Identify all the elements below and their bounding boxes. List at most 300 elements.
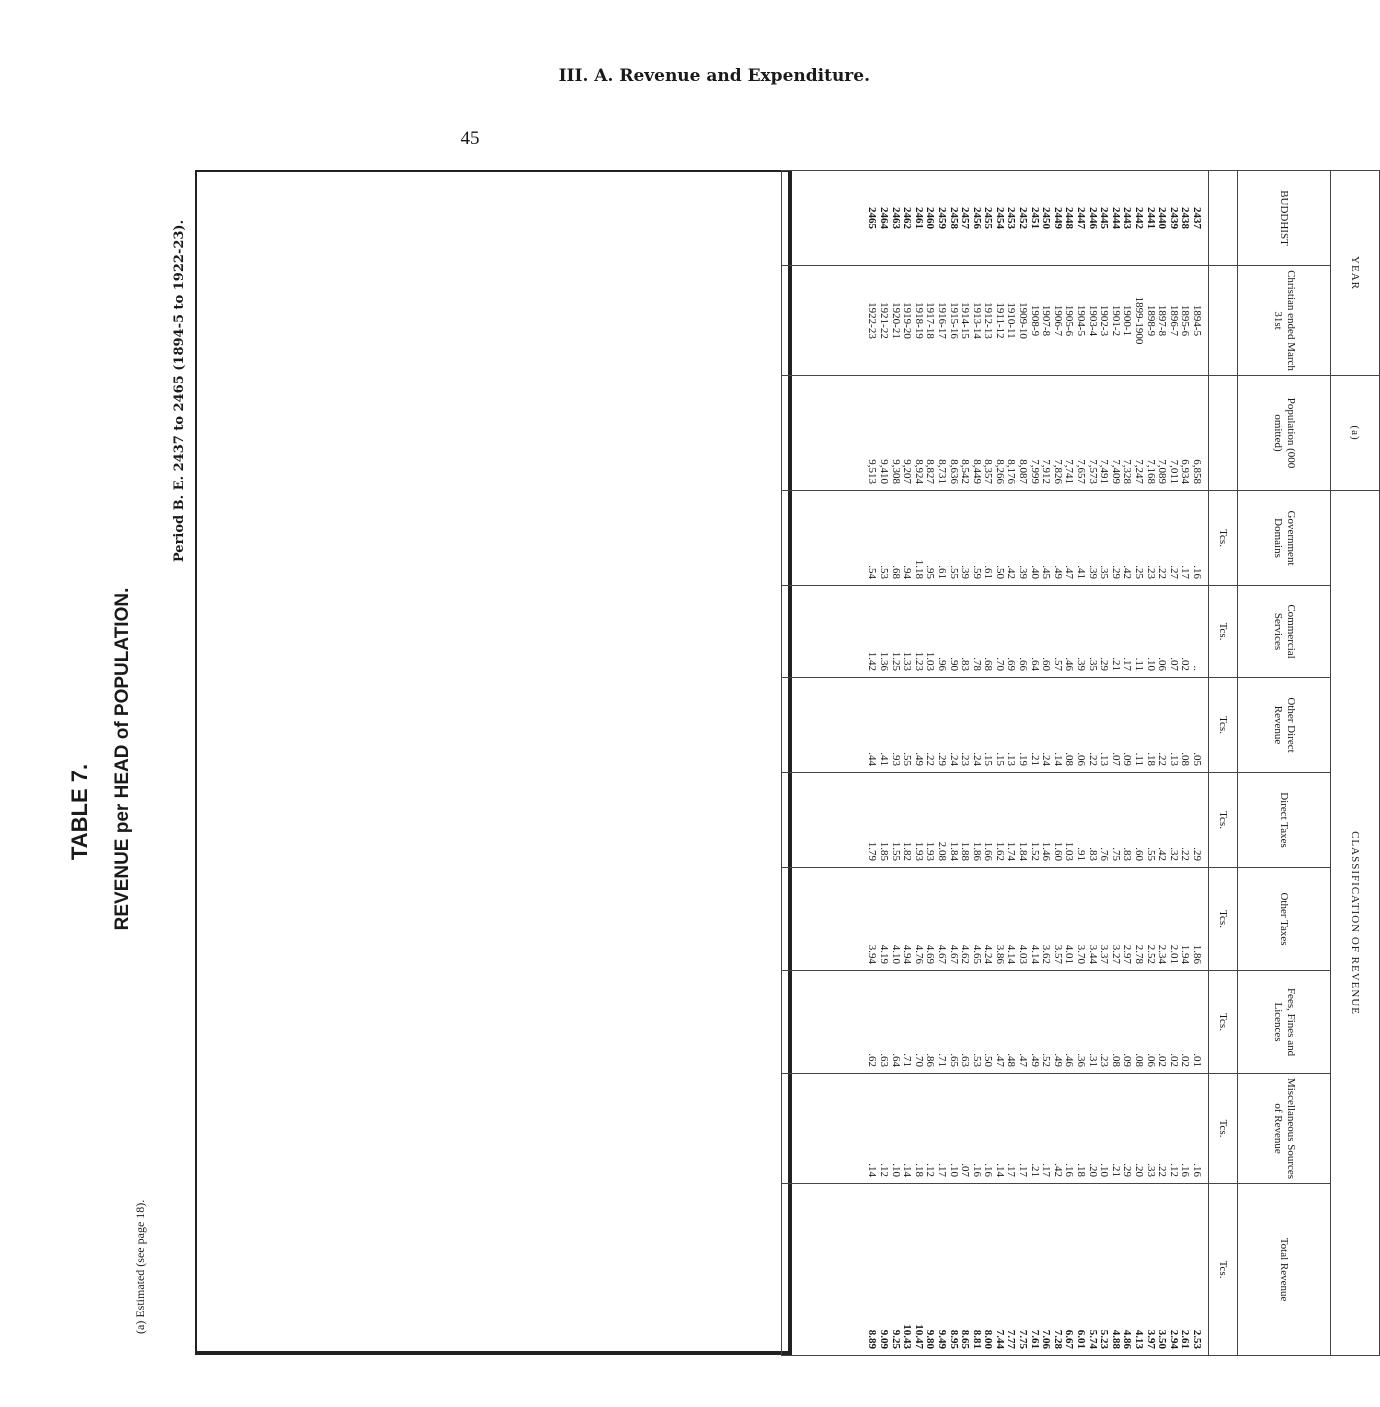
table-cell: .32 xyxy=(1167,847,1180,862)
table-cell: 2453 xyxy=(1005,207,1018,229)
table-cell: .22 xyxy=(1156,565,1169,580)
table-subtitle: REVENUE per HEAD of POPULATION. xyxy=(112,587,133,931)
table-cell: 2444 xyxy=(1109,207,1122,229)
table-cell: .39 xyxy=(959,565,972,580)
table-cell: 2451 xyxy=(1028,207,1041,229)
table-cell: .13 xyxy=(1005,752,1018,767)
col-header-commercial-services: Commercial Services xyxy=(1238,586,1331,678)
table-cell: 1915-16 xyxy=(947,302,960,339)
table-cell: 8,924 xyxy=(912,459,925,485)
table-cell: 8,176 xyxy=(1005,459,1018,485)
table-cell: 1.33 xyxy=(901,651,914,672)
table-cell: .10 xyxy=(1144,657,1157,672)
table-cell: 2441 xyxy=(1144,207,1157,229)
table-cell: 1.42 xyxy=(866,651,879,672)
table-cell: 7,247 xyxy=(1133,459,1146,485)
misc-sources-column xyxy=(782,1074,1209,1184)
table-cell: .52 xyxy=(1040,1053,1053,1068)
table-cell: 1.25 xyxy=(889,651,902,672)
table-cell: 2448 xyxy=(1063,207,1076,229)
table-cell: 3.97 xyxy=(1144,1329,1157,1350)
table-cell: 4.67 xyxy=(935,944,948,965)
table-cell: .62 xyxy=(866,1053,879,1068)
table-cell: 7,573 xyxy=(1086,459,1099,485)
table-cell: 1.03 xyxy=(924,651,937,672)
table-cell: 4.10 xyxy=(889,944,902,965)
other-taxes-column xyxy=(782,868,1209,971)
population-column xyxy=(782,376,1209,491)
table-cell: .63 xyxy=(959,1053,972,1068)
table-cell: .12 xyxy=(924,1163,937,1178)
table-cell: 1910-11 xyxy=(1005,302,1018,339)
table-cell: .42 xyxy=(1156,847,1169,862)
table-cell: 8,636 xyxy=(947,459,960,485)
table-cell: 8,542 xyxy=(959,459,972,485)
table-cell: .60 xyxy=(1040,657,1053,672)
table-cell: 2437 xyxy=(1191,207,1203,229)
table-cell: 1.94 xyxy=(1179,944,1192,965)
table-cell: .78 xyxy=(970,657,983,672)
table-cell: .24 xyxy=(947,752,960,767)
table-cell: 3.37 xyxy=(1098,944,1111,965)
table-cell: 2447 xyxy=(1075,207,1088,229)
table-cell: 1914-15 xyxy=(959,302,972,339)
table-cell: 1922-23 xyxy=(866,302,879,339)
table-cell: .14 xyxy=(1051,752,1064,767)
table-cell: 6.67 xyxy=(1063,1329,1076,1350)
table-cell: 1.79 xyxy=(866,841,879,862)
table-cell: 2.78 xyxy=(1133,944,1146,965)
section-header: III. A. Revenue and Expenditure. xyxy=(558,66,870,86)
table-container xyxy=(195,170,1362,1355)
table-cell: .17 xyxy=(1005,1163,1018,1178)
table-cell: .44 xyxy=(866,752,879,767)
table-cell: 7,409 xyxy=(1109,459,1122,485)
table-cell: .02 xyxy=(1167,1053,1180,1068)
table-cell: .. xyxy=(1191,665,1203,672)
table-cell: 7,741 xyxy=(1063,459,1076,485)
table-cell: .23 xyxy=(959,752,972,767)
table-cell: 8.65 xyxy=(959,1329,972,1350)
unit-label: Tcs. xyxy=(1209,678,1238,773)
table-cell: .39 xyxy=(1017,565,1030,580)
table-cell: 4.94 xyxy=(901,944,914,965)
table-cell: 1921-22 xyxy=(877,302,890,339)
table-cell: .48 xyxy=(1005,1053,1018,1068)
table-cell: .63 xyxy=(877,1053,890,1068)
table-cell: .53 xyxy=(970,1053,983,1068)
table-cell: 1903-4 xyxy=(1086,304,1099,337)
table-cell: .64 xyxy=(889,1053,902,1068)
table-cell: 1919-20 xyxy=(901,302,914,339)
table-cell: .05 xyxy=(1191,752,1203,767)
table-cell: .94 xyxy=(901,565,914,580)
table-cell: .06 xyxy=(1144,1053,1157,1068)
table-cell: .42 xyxy=(1051,1163,1064,1178)
table-cell: .15 xyxy=(993,752,1006,767)
table-cell: .49 xyxy=(912,752,925,767)
revenue-table xyxy=(781,170,1380,1356)
table-cell: .16 xyxy=(982,1163,995,1178)
table-cell: .59 xyxy=(970,565,983,580)
table-cell: .41 xyxy=(877,752,890,767)
unit-cell-empty xyxy=(1209,376,1238,491)
table-cell: 2458 xyxy=(947,207,960,229)
year-group-header: YEAR xyxy=(1331,171,1380,376)
table-cell: 9.80 xyxy=(924,1329,937,1350)
footnote: (a) Estimated (see page 18). xyxy=(133,1199,147,1334)
table-cell: 1.36 xyxy=(877,651,890,672)
table-cell: 1900-1 xyxy=(1121,304,1134,337)
table-cell: 2.34 xyxy=(1156,944,1169,965)
table-cell: 4.24 xyxy=(982,944,995,965)
unit-cell-empty xyxy=(1209,171,1238,266)
table-cell: 1909-10 xyxy=(1017,302,1030,339)
table-cell: .83 xyxy=(1086,847,1099,862)
table-cell: 1.55 xyxy=(889,841,902,862)
table-cell: 8,449 xyxy=(970,459,983,485)
col-header-fees-fines-licences: Fees, Fines and Licences xyxy=(1238,971,1331,1074)
table-cell: .17 xyxy=(1179,565,1192,580)
table-cell: .12 xyxy=(1167,1163,1180,1178)
unit-label: Tcs. xyxy=(1209,868,1238,971)
table-cell: 1.84 xyxy=(1017,841,1030,862)
table-cell: 1.85 xyxy=(877,841,890,862)
table-cell: 1898-9 xyxy=(1144,304,1157,337)
table-cell: 2455 xyxy=(982,207,995,229)
direct-taxes-column xyxy=(782,773,1209,868)
table-cell: 2438 xyxy=(1179,207,1192,229)
table-cell: .07 xyxy=(1109,752,1122,767)
table-cell: 1916-17 xyxy=(935,302,948,339)
table-cell: .55 xyxy=(1144,847,1157,862)
table-cell: 2440 xyxy=(1156,207,1169,229)
buddhist-years-column xyxy=(782,171,1209,266)
table-cell: .16 xyxy=(970,1163,983,1178)
table-cell: .08 xyxy=(1179,752,1192,767)
col-header-total-revenue: Total Revenue xyxy=(1238,1184,1331,1356)
table-cell: 8.89 xyxy=(866,1329,879,1350)
table-cell: .33 xyxy=(1144,1163,1157,1178)
table-cell: .71 xyxy=(935,1053,948,1068)
table-cell: .47 xyxy=(1063,565,1076,580)
table-cell: 8,357 xyxy=(982,459,995,485)
table-cell: 9,207 xyxy=(901,459,914,485)
table-cell: .16 xyxy=(1179,1163,1192,1178)
table-cell: .22 xyxy=(1156,1163,1169,1178)
table-cell: .66 xyxy=(1017,657,1030,672)
unit-label: Tcs. xyxy=(1209,1074,1238,1184)
table-cell: .36 xyxy=(1075,1053,1088,1068)
table-cell: .10 xyxy=(947,1163,960,1178)
table-cell: 1.60 xyxy=(1051,841,1064,862)
table-cell: 2.94 xyxy=(1167,1329,1180,1350)
table-cell: .07 xyxy=(1167,657,1180,672)
other-direct-revenue-column xyxy=(782,678,1209,773)
table-cell: .12 xyxy=(877,1163,890,1178)
table-cell: 2460 xyxy=(924,207,937,229)
table-cell: .35 xyxy=(1086,657,1099,672)
table-cell: 1.46 xyxy=(1040,841,1053,862)
table-cell: 9.49 xyxy=(935,1329,948,1350)
table-cell: 2.08 xyxy=(935,841,948,862)
table-cell: .47 xyxy=(993,1053,1006,1068)
table-cell: .61 xyxy=(935,565,948,580)
table-cell: .75 xyxy=(1109,847,1122,862)
table-cell: 2464 xyxy=(877,207,890,229)
table-cell: .70 xyxy=(993,657,1006,672)
table-cell: 4.62 xyxy=(959,944,972,965)
table-cell: .86 xyxy=(924,1053,937,1068)
table-cell: .68 xyxy=(982,657,995,672)
table-cell: .18 xyxy=(1075,1163,1088,1178)
table-cell: 1.82 xyxy=(901,841,914,862)
col-header-other-direct-revenue: Other Direct Revenue xyxy=(1238,678,1331,773)
table-cell: 3.57 xyxy=(1051,944,1064,965)
table-cell: .25 xyxy=(1133,565,1146,580)
table-cell: 7,657 xyxy=(1075,459,1088,485)
table-cell: 1920-21 xyxy=(889,302,902,339)
christian-years-column xyxy=(782,266,1209,376)
table-cell: .91 xyxy=(1075,847,1088,862)
table-cell: 3.44 xyxy=(1086,944,1099,965)
table-cell: .14 xyxy=(993,1163,1006,1178)
table-cell: .29 xyxy=(1191,847,1203,862)
table-cell: .23 xyxy=(1098,1053,1111,1068)
table-cell: 1895-6 xyxy=(1179,304,1192,337)
table-cell: .08 xyxy=(1063,752,1076,767)
table-cell: .08 xyxy=(1109,1053,1122,1068)
table-cell: .71 xyxy=(901,1053,914,1068)
table-cell: 1918-19 xyxy=(912,302,925,339)
table-cell: 2446 xyxy=(1086,207,1099,229)
table-cell: .20 xyxy=(1086,1163,1099,1178)
table-cell: 1.62 xyxy=(993,841,1006,862)
table-cell: 4.19 xyxy=(877,944,890,965)
table-cell: 2459 xyxy=(935,207,948,229)
table-cell: 8,827 xyxy=(924,459,937,485)
table-cell: 2462 xyxy=(901,207,914,229)
table-cell: .19 xyxy=(1017,752,1030,767)
table-cell: .49 xyxy=(1051,565,1064,580)
table-cell: .17 xyxy=(1121,657,1134,672)
table-cell: 2450 xyxy=(1040,207,1053,229)
table-cell: .46 xyxy=(1063,1053,1076,1068)
table-cell: .49 xyxy=(1028,1053,1041,1068)
table-cell: .50 xyxy=(982,1053,995,1068)
table-cell: .14 xyxy=(866,1163,879,1178)
table-cell: .42 xyxy=(1121,565,1134,580)
table-cell: 5.74 xyxy=(1086,1329,1099,1350)
table-cell: 2449 xyxy=(1051,207,1064,229)
col-header-christian: Christian ended March 31st xyxy=(1238,266,1331,376)
table-cell: 2.97 xyxy=(1121,944,1134,965)
table-cell: 2454 xyxy=(993,207,1006,229)
table-cell: .29 xyxy=(1098,657,1111,672)
table-cell: .57 xyxy=(1051,657,1064,672)
table-cell: 4.88 xyxy=(1109,1329,1122,1350)
table-cell: 8,087 xyxy=(1017,459,1030,485)
col-header-buddhist: BUDDHIST xyxy=(1238,171,1331,266)
table-cell: 4.86 xyxy=(1121,1329,1134,1350)
table-cell: 5.23 xyxy=(1098,1329,1111,1350)
table-cell: .46 xyxy=(1063,657,1076,672)
table-cell: 8,731 xyxy=(935,459,948,485)
unit-label: Tcs. xyxy=(1209,773,1238,868)
table-cell: .22 xyxy=(1086,752,1099,767)
table-cell: 1.03 xyxy=(1063,841,1076,862)
table-cell: .40 xyxy=(1028,565,1041,580)
table-cell: 1.23 xyxy=(912,651,925,672)
table-cell: 4.65 xyxy=(970,944,983,965)
fees-fines-licences-column xyxy=(782,971,1209,1074)
table-cell: 2465 xyxy=(866,207,879,229)
table-cell: .47 xyxy=(1017,1053,1030,1068)
table-cell: .53 xyxy=(877,565,890,580)
table-cell: .24 xyxy=(1040,752,1053,767)
revenue-table-rotated xyxy=(781,170,1380,1355)
table-cell: 7,089 xyxy=(1156,459,1169,485)
table-cell: .11 xyxy=(1133,752,1146,767)
table-cell: .55 xyxy=(947,565,960,580)
table-cell: .09 xyxy=(1121,1053,1134,1068)
col-header-population: Population (000 omitted) xyxy=(1238,376,1331,491)
table-cell: .16 xyxy=(1191,1163,1203,1178)
table-cell: .27 xyxy=(1167,565,1180,580)
table-cell: .29 xyxy=(1109,565,1122,580)
table-cell: 1.52 xyxy=(1028,841,1041,862)
table-cell: .20 xyxy=(1133,1163,1146,1178)
table-cell: .69 xyxy=(1005,657,1018,672)
table-cell: .83 xyxy=(1121,847,1134,862)
table-cell: 7.28 xyxy=(1051,1329,1064,1350)
table-cell: .22 xyxy=(924,752,937,767)
table-cell: .10 xyxy=(889,1163,902,1178)
table-cell: .39 xyxy=(1086,565,1099,580)
table-title: TABLE 7. xyxy=(67,763,92,861)
table-cell: 10.43 xyxy=(901,1324,914,1350)
table-cell: .09 xyxy=(1121,752,1134,767)
table-cell: 1913-14 xyxy=(970,302,983,339)
table-cell: 1917-18 xyxy=(924,302,937,339)
table-cell: .21 xyxy=(1028,752,1041,767)
table-cell: 7,168 xyxy=(1144,459,1157,485)
table-cell: .21 xyxy=(1109,1163,1122,1178)
table-cell: .64 xyxy=(1028,657,1041,672)
table-cell: .50 xyxy=(993,565,1006,580)
government-domains-column xyxy=(782,491,1209,586)
table-cell: 1905-6 xyxy=(1063,304,1076,337)
table-cell: .76 xyxy=(1098,847,1111,862)
table-cell: 2452 xyxy=(1017,207,1030,229)
table-cell: .35 xyxy=(1098,565,1111,580)
table-cell: .18 xyxy=(912,1163,925,1178)
unit-label: Tcs. xyxy=(1209,586,1238,678)
table-cell: .49 xyxy=(1051,1053,1064,1068)
table-cell: .23 xyxy=(1144,565,1157,580)
table-cell: 3.27 xyxy=(1109,944,1122,965)
table-cell: 1.93 xyxy=(912,841,925,862)
table-cell: 9,308 xyxy=(889,459,902,485)
table-cell: .90 xyxy=(947,657,960,672)
table-cell: 1912-13 xyxy=(982,302,995,339)
table-cell: .16 xyxy=(1191,565,1203,580)
table-cell: 1.84 xyxy=(947,841,960,862)
table-cell: .16 xyxy=(1063,1163,1076,1178)
table-cell: 7,912 xyxy=(1040,459,1053,485)
table-cell: 1.66 xyxy=(982,841,995,862)
table-cell: 1.86 xyxy=(970,841,983,862)
table-cell: .07 xyxy=(959,1163,972,1178)
table-frame xyxy=(195,170,792,1355)
table-cell: .55 xyxy=(901,752,914,767)
table-cell: .22 xyxy=(1156,752,1169,767)
table-cell: 9.25 xyxy=(889,1329,902,1350)
table-cell: 4.13 xyxy=(1133,1329,1146,1350)
table-cell: .21 xyxy=(1028,1163,1041,1178)
table-cell: 2463 xyxy=(889,207,902,229)
col-header-direct-taxes: Direct Taxes xyxy=(1238,773,1331,868)
table-cell: 3.50 xyxy=(1156,1329,1169,1350)
table-cell: 1904-5 xyxy=(1075,304,1088,337)
table-cell: 1906-7 xyxy=(1051,304,1064,337)
table-cell: 7.44 xyxy=(993,1329,1006,1350)
table-cell: 2439 xyxy=(1167,207,1180,229)
table-cell: 6,858 xyxy=(1191,459,1203,485)
table-cell: 2445 xyxy=(1098,207,1111,229)
table-cell: 8.95 xyxy=(947,1329,960,1350)
table-cell: 9,410 xyxy=(877,459,890,485)
table-cell: 1907-8 xyxy=(1040,304,1053,337)
table-cell: .06 xyxy=(1156,657,1169,672)
table-cell: .02 xyxy=(1179,1053,1192,1068)
col-header-government-domains: Government Domains xyxy=(1238,491,1331,586)
table-cell: .24 xyxy=(970,752,983,767)
table-cell: .17 xyxy=(935,1163,948,1178)
table-cell: 10.47 xyxy=(912,1324,925,1350)
table-cell: .61 xyxy=(982,565,995,580)
table-cell: 2442 xyxy=(1133,207,1146,229)
table-cell: 2.61 xyxy=(1179,1329,1192,1350)
commercial-services-column xyxy=(782,586,1209,678)
table-cell: .13 xyxy=(1167,752,1180,767)
table-cell: .01 xyxy=(1191,1053,1203,1068)
table-cell: 6,934 xyxy=(1179,459,1192,485)
table-cell: .21 xyxy=(1109,657,1122,672)
table-cell: 9,513 xyxy=(866,459,879,485)
table-cell: 1.93 xyxy=(924,841,937,862)
table-cell: .13 xyxy=(1098,752,1111,767)
table-cell: 3.62 xyxy=(1040,944,1053,965)
table-cell: 1899-1900 xyxy=(1133,296,1146,345)
table-cell: .65 xyxy=(947,1053,960,1068)
table-cell: 4.01 xyxy=(1063,944,1076,965)
table-cell: .11 xyxy=(1133,657,1146,672)
table-cell: 4.69 xyxy=(924,944,937,965)
table-cell: 1911-12 xyxy=(993,302,1006,339)
classification-group-header: CLASSIFICATION OF REVENUE xyxy=(1331,491,1380,1356)
total-revenue-column xyxy=(782,1184,1209,1356)
table-cell: 7,999 xyxy=(1028,459,1041,485)
table-cell: .70 xyxy=(912,1053,925,1068)
table-cell: 2.01 xyxy=(1167,944,1180,965)
table-cell: 1897-8 xyxy=(1156,304,1169,337)
col-header-misc-sources: Miscellaneous Sources of Revenue xyxy=(1238,1074,1331,1184)
table-cell: .41 xyxy=(1075,565,1088,580)
unit-cell-empty xyxy=(1209,266,1238,376)
table-cell: 4.76 xyxy=(912,944,925,965)
table-cell: .02 xyxy=(1179,657,1192,672)
